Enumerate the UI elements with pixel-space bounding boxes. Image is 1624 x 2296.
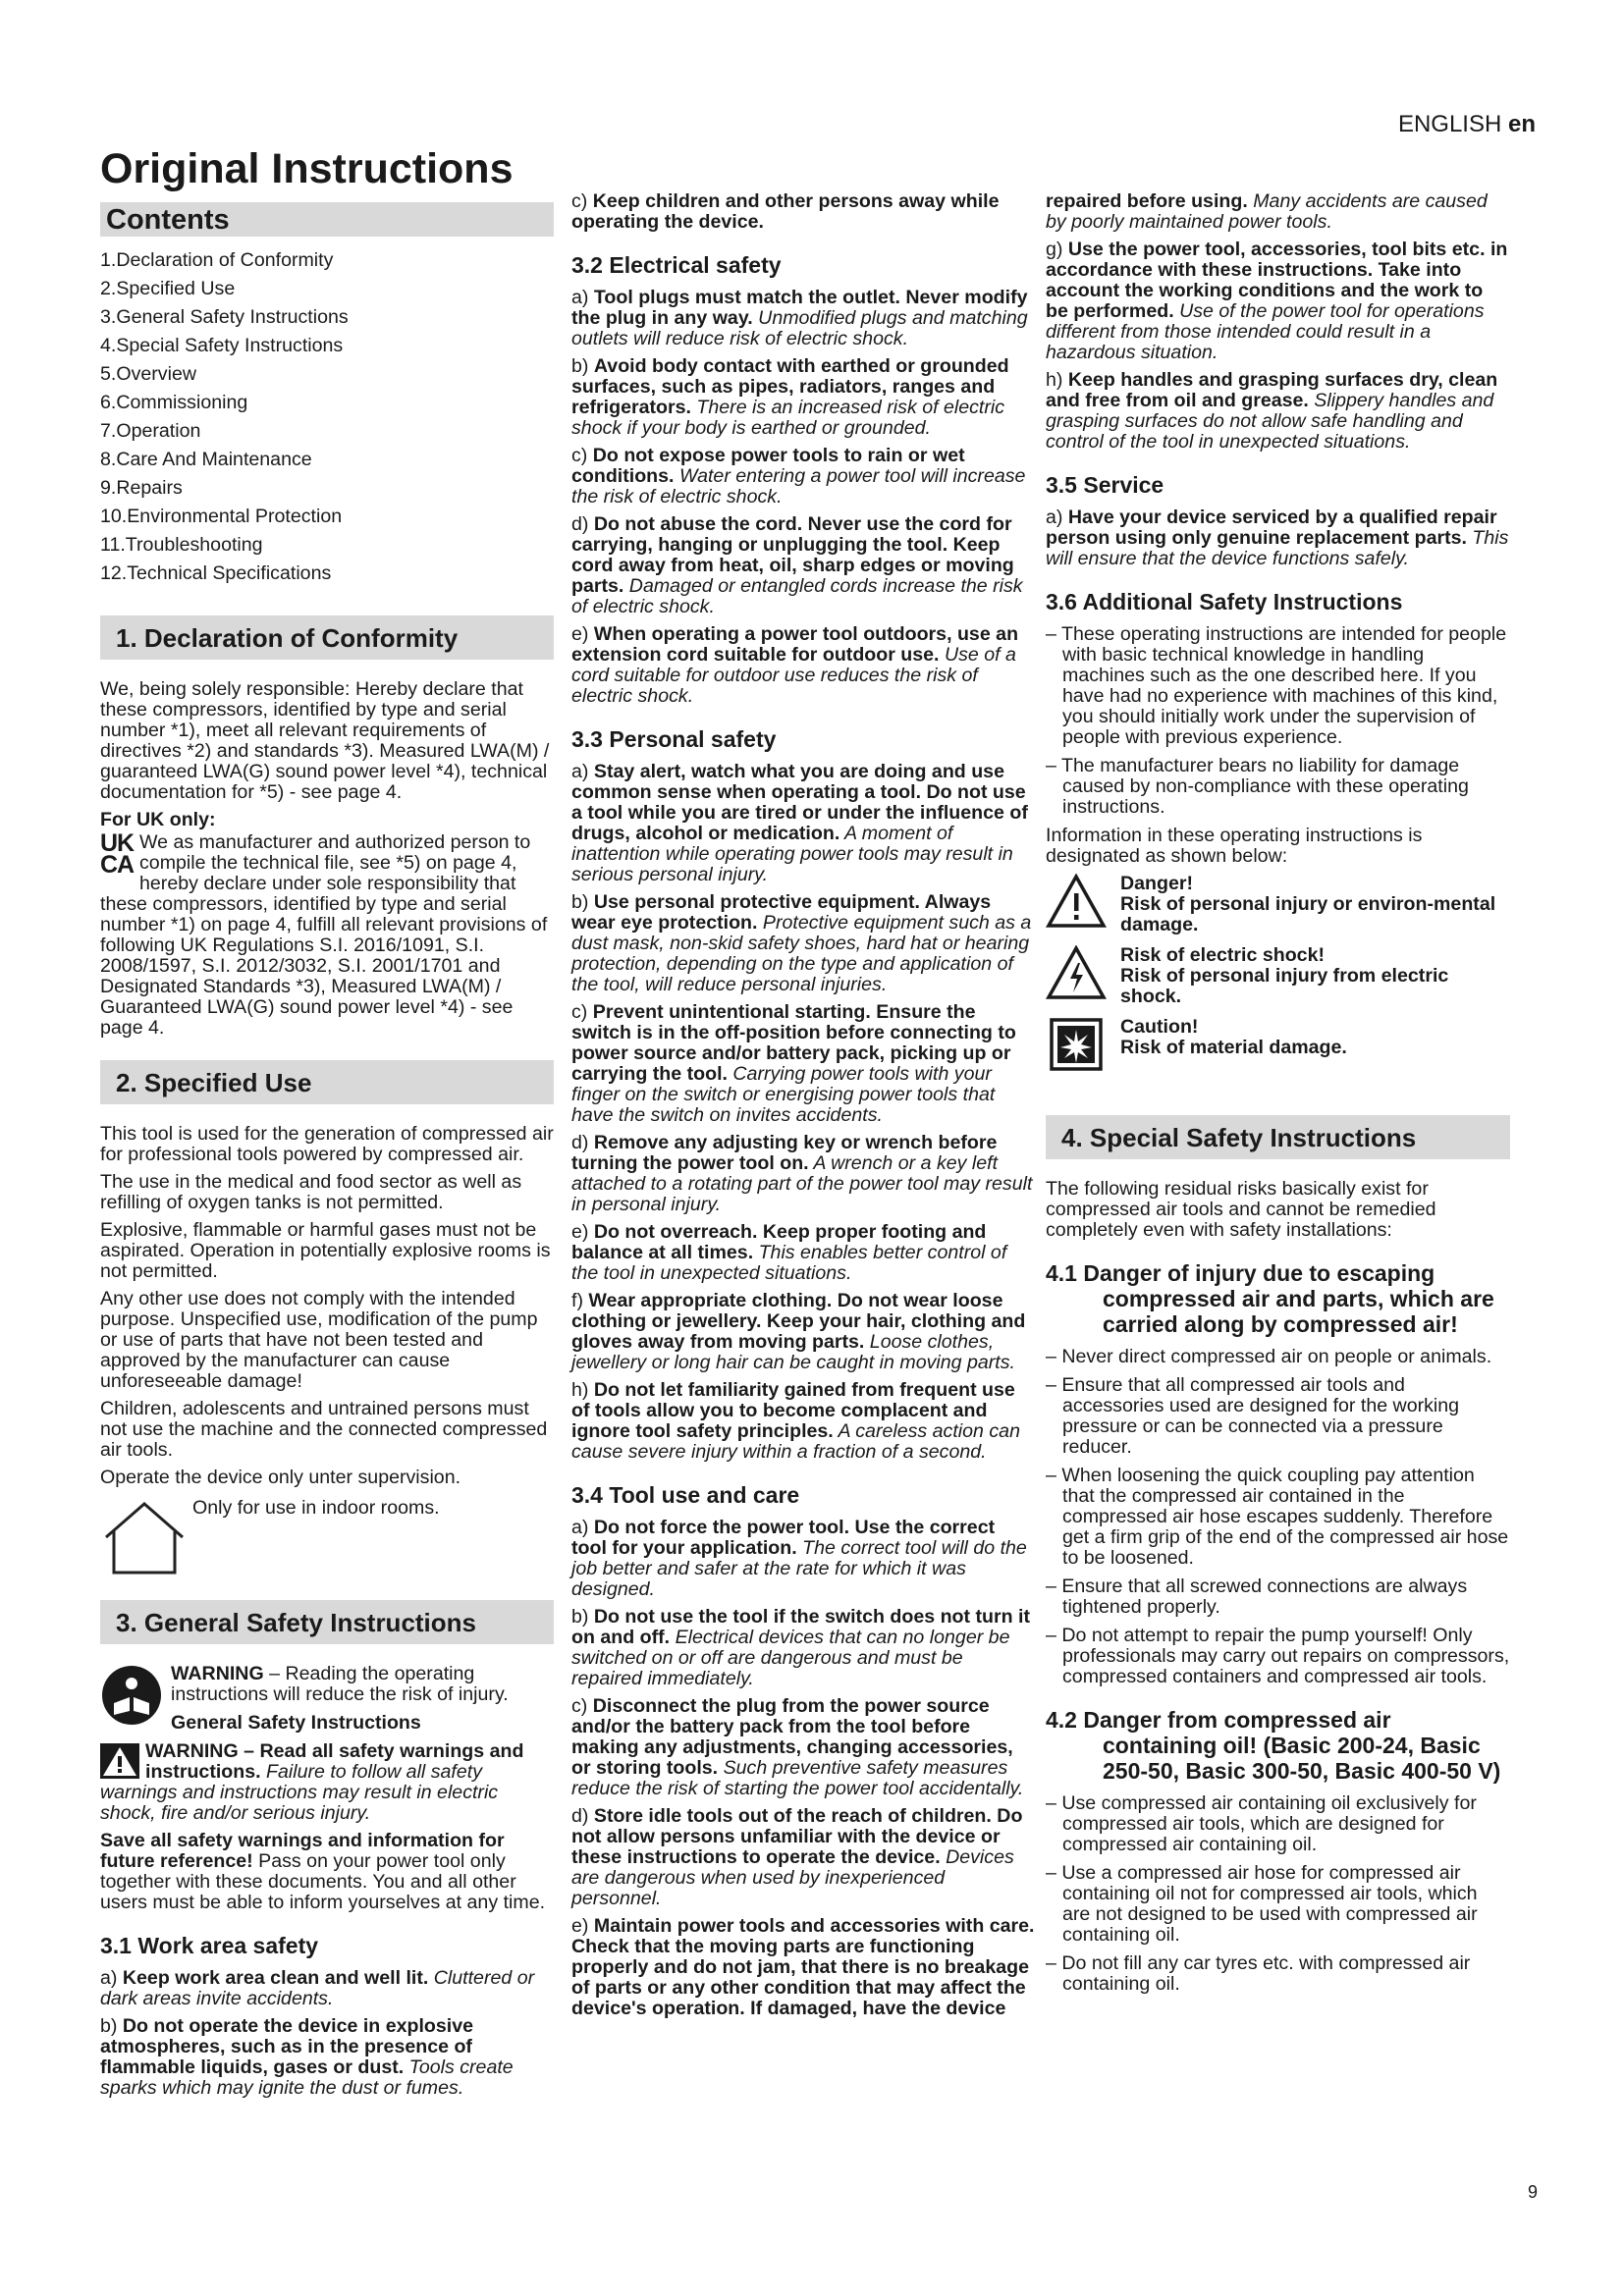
list-item: – When loosening the quick coupling pay attention that the compressed air contained in the compressed air hose escapes suddenly. Therefore get a firm grip of the end of the compressed air hose to be loosened. (1046, 1466, 1510, 1569)
column-1 (100, 145, 554, 2106)
indoor-use-text: Only for use in indoor rooms. (192, 1497, 440, 1519)
work-area-item: c) Keep children and other persons away while operating the device. (571, 190, 1000, 233)
read-manual-icon (100, 1664, 163, 1727)
section-3-1-heading: 3.1 Work area safety (100, 1933, 319, 1958)
electrical-item: c) Do not expose power tools to rain or wet conditions. Water entering a power tool will increase the risk of electric shock. (571, 445, 1026, 507)
specified-use-para: Any other use does not comply with the intended purpose. Unspecified use, modification of the pump or use of parts that have not been tested and approved by the manufacturer can cause unforeseeable damage! (100, 1288, 538, 1392)
service-item: a) Have your device serviced by a qualified repair person using only genuine replacement parts. This will ensure that the device functions safely. (1046, 507, 1509, 569)
designation-info: Information in these operating instructions is designated as shown below: (1046, 825, 1423, 867)
list-item: – Use compressed air containing oil exclusively for compressed air tools, which are designed for compressed air containing oil. (1046, 1793, 1510, 1855)
warning-text: – Reading the operating instructions will reduce the risk of injury. (171, 1663, 509, 1705)
personal-item: b) Use personal protective equipment. Always wear eye protection. Protective equipment such as a dust mask, non-skid safety shoes, hard hat or hearing protection, depending on the type and application of the tool, will reduce personal injuries. (571, 891, 1032, 995)
toc-item[interactable]: 6.Commissioning (100, 392, 248, 413)
contents-heading: Contents (100, 202, 554, 237)
personal-item: h) Do not let familiarity gained from frequent use of tools allow you to become complacent and ignore tool safety principles. A careless action can cause severe injury within a fraction of a second. (571, 1379, 1020, 1463)
tool-care-item: d) Store idle tools out of the reach of children. Do not allow persons unfamiliar with the device or these instructions to operate the device. Devices are dangerous when used by inexperienced personnel. (571, 1805, 1023, 1909)
toc-item[interactable]: 4.Special Safety Instructions (100, 335, 344, 356)
electric-symbol-row: Risk of electric shock! Risk of personal injury from electric shock. (1046, 945, 1510, 1007)
list-item: – Use a compressed air hose for compressed air containing oil not for compressed air tools, which are not designed to be used with compressed air containing oil. (1046, 1863, 1510, 1946)
danger-symbol-row: Danger! Risk of personal injury or environ-mental damage. (1046, 874, 1510, 935)
toc-item[interactable]: 2.Specified Use (100, 278, 236, 299)
personal-item: e) Do not overreach. Keep proper footing and balance at all times. This enables better control of the tool in unexpected situations. (571, 1221, 1007, 1284)
material-damage-icon (1046, 1017, 1107, 1072)
tool-care-item: b) Do not use the tool if the switch does not turn it on and off. Electrical devices that can no longer be switched on or off are dangerous and must be repaired immediately. (571, 1606, 1030, 1689)
tool-care-item: a) Do not force the power tool. Use the correct tool for your application. The correct tool will do the job better and safer at the rate for which it was designed. (571, 1517, 1027, 1600)
uk-only-heading: For UK only: (100, 809, 216, 830)
save-warnings: Save all safety warnings and information for future reference! Pass on your power tool only together with these documents. You and all other users must be able to inform yourselves at any time. (100, 1830, 546, 1913)
toc-item[interactable]: 10.Environmental Protection (100, 506, 343, 527)
warning-triangle-icon (100, 1743, 139, 1779)
toc-item[interactable]: 9.Repairs (100, 477, 183, 499)
personal-item: d) Remove any adjusting key or wrench before turning the power tool on. A wrench or a key left attached to a rotating part of the power tool may result in personal injury. (571, 1132, 1033, 1215)
toc-item[interactable]: 12.Technical Specifications (100, 562, 332, 584)
list-item: – Ensure that all screwed connections are always tightened properly. (1046, 1576, 1510, 1618)
electrical-item: b) Avoid body contact with earthed or grounded surfaces, such as pipes, radiators, ranges and refrigerators. There is an increased risk of electric shock if your body is earthed or grounded. (571, 355, 1009, 439)
column-3 (1046, 191, 1510, 2002)
tool-care-item: h) Keep handles and grasping surfaces dry, clean and free from oil and grease. Slippery handles and grasping surfaces do not allow safe handling and control of the tool in unexpected situations. (1046, 369, 1498, 453)
personal-item: f) Wear appropriate clothing. Do not wear loose clothing or jewellery. Keep your hair, clothing and gloves away from moving parts. Loose clothes, jewellery or long hair can be caught in moving parts. (571, 1290, 1026, 1373)
tool-care-item: c) Disconnect the plug from the power source and/or the battery pack from the tool before making any adjustments, changing accessories, or storing tools. Such preventive safety measures reduce the risk of starting the power tool accidentally. (571, 1695, 1024, 1799)
warning-label: WARNING (171, 1663, 264, 1684)
danger-triangle-icon (1046, 874, 1107, 929)
toc-item[interactable]: 11.Troubleshooting (100, 534, 263, 556)
electrical-item: e) When operating a power tool outdoors, use an extension cord suitable for outdoor use. Use of a cord suitable for outdoor use reduces the risk of electric shock. (571, 623, 1019, 707)
table-of-contents (100, 246, 554, 588)
section-1-heading: 1. Declaration of Conformity (100, 615, 554, 660)
list-item: – Do not attempt to repair the pump yourself! Only professionals may carry out repairs on compressors, compressed containers and compressed air tools. (1046, 1626, 1510, 1687)
list-item: – Ensure that all compressed air tools and accessories used are designed for the working pressure or can be connected via a pressure reducer. (1046, 1375, 1510, 1458)
section-3-6-heading: 3.6 Additional Safety Instructions (1046, 589, 1403, 614)
specified-use-para: Children, adolescents and untrained persons must not use the machine and the connected compressed air tools. (100, 1398, 548, 1461)
electrical-item: a) Tool plugs must match the outlet. Never modify the plug in any way. Unmodified plugs and matching outlets will reduce risk of electric shock. (571, 287, 1028, 349)
ukca-mark-icon: UK CA (100, 829, 135, 879)
tool-care-item-continued: repaired before using. Many accidents are caused by poorly maintained power tools. (1046, 190, 1488, 233)
general-safety-label: General Safety Instructions (171, 1712, 421, 1734)
tool-care-item: e) Maintain power tools and accessories with care. Check that the moving parts are functioning properly and do not jam, that there is no breakage of parts or any other condition that may affect the device's operation. If damaged, have the device (571, 1915, 1035, 2019)
ukca-text: these compressors, identified by type and serial number *1) on page 4, fulfill all relevant provisions of following UK Regulations S.I. 2016/1091, S.I. 2008/1597, S.I. 2012/3032, S.I. 2001/1701 and Designated Standards *3), Measured LWA(M) / Guaranteed LWA(G) sound power level *4) - see page 4. (100, 893, 548, 1039)
list-item: – Do not fill any car tyres etc. with compressed air containing oil. (1046, 1953, 1510, 1995)
toc-item[interactable]: 1.Declaration of Conformity (100, 249, 334, 271)
specified-use-para: The use in the medical and food sector as well as refilling of oxygen tanks is not permitted. (100, 1171, 522, 1213)
house-icon (100, 1498, 189, 1578)
danger-4-1-list (1046, 1347, 1510, 1687)
specified-use-para: This tool is used for the generation of compressed air for professional tools powered by compressed air. (100, 1123, 554, 1165)
section-3-4-heading: 3.4 Tool use and care (571, 1482, 800, 1508)
read-manual-warning (100, 1664, 554, 1734)
indoor-use-row (100, 1498, 554, 1578)
electrical-item: d) Do not abuse the cord. Never use the cord for carrying, hanging or unplugging the tool. Keep cord away from heat, oil, sharp edges or moving parts. Damaged or entangled cords increase the risk of electric shock. (571, 513, 1023, 617)
page-title: Original Instructions (100, 145, 514, 192)
list-item: – The manufacturer bears no liability for damage caused by non-compliance with these operating instructions. (1046, 756, 1510, 818)
list-item: – These operating instructions are intended for people with basic technical knowledge in handling machines such as the one described here. If you have had no experience with machines of this kind, you should initially work under the supervision of people with previous experience. (1046, 624, 1510, 748)
toc-item[interactable]: 8.Care And Maintenance (100, 449, 312, 470)
section-3-2-heading: 3.2 Electrical safety (571, 252, 782, 278)
work-area-item: b) Do not operate the device in explosive atmospheres, such as in the presence of flammable liquids, gases or dust. Tools create sparks which may ignite the dust or fumes. (100, 2015, 514, 2099)
electric-shock-icon (1046, 945, 1107, 1000)
ukca-block (100, 829, 554, 894)
page-number: 9 (1527, 2182, 1538, 2202)
section-2-heading: 2. Specified Use (100, 1060, 554, 1104)
section-4-heading: 4. Special Safety Instructions (1046, 1115, 1510, 1159)
header-language: ENGLISH en (1397, 111, 1536, 137)
specified-use-para: Explosive, flammable or harmful gases must not be aspirated. Operation in potentially explosive rooms is not permitted. (100, 1219, 551, 1282)
personal-item: a) Stay alert, watch what you are doing and use common sense when operating a tool. Do not use a tool while you are tired or under the influence of drugs, alcohol or medication. A moment of inattention while operating power tools may result in serious personal injury. (571, 761, 1028, 885)
tool-care-item: g) Use the power tool, accessories, tool bits etc. in accordance with these instructions. Take into account the working conditions and the work to be performed. Use of the power tool for operations different from those intended could result in a hazardous situation. (1046, 239, 1508, 363)
personal-item: c) Prevent unintentional starting. Ensure the switch is in the off-position before connecting to power source and/or battery pack, picking up or carrying the tool. Carrying power tools with your finger on the switch or energising power tools that have the switch on invites accidents. (571, 1001, 1016, 1126)
list-item: – Never direct compressed air on people or animals. (1046, 1347, 1510, 1367)
section-3-3-heading: 3.3 Personal safety (571, 726, 777, 752)
additional-safety-list (1046, 624, 1510, 818)
read-all-warnings: WARNING – Read all safety warnings and instructions. Failure to follow all safety warnings and instructions may result in electric shock, fire and/or serious injury. (100, 1740, 524, 1824)
toc-item[interactable]: 5.Overview (100, 363, 196, 385)
section-3-5-heading: 3.5 Service (1046, 472, 1164, 498)
work-area-item: a) Keep work area clean and well lit. Cluttered or dark areas invite accidents. (100, 1967, 535, 2009)
section-4-1-heading: 4.1 Danger of injury due to escaping compressed air and parts, which are carried along by compressed air! (1046, 1260, 1494, 1337)
toc-item[interactable]: 7.Operation (100, 420, 201, 442)
section-4-2-heading: 4.2 Danger from compressed air containing oil! (Basic 200-24, Basic 250-50, Basic 300-50, Basic 400-50 V) (1046, 1707, 1501, 1784)
special-intro: The following residual risks basically exist for compressed air tools and cannot be remedied completely even with safety installations: (1046, 1178, 1436, 1241)
ukca-lead-text: We as manufacturer and authorized person to compile the technical file, see *5) on page 4, hereby declare under sole responsibility that (139, 831, 531, 894)
caution-symbol-row: Caution! Risk of material damage. (1046, 1017, 1510, 1072)
section-3-heading: 3. General Safety Instructions (100, 1600, 554, 1644)
danger-4-2-list (1046, 1793, 1510, 1995)
column-2 (571, 191, 1035, 2026)
specified-use-para: Operate the device only unter supervision. (100, 1467, 461, 1488)
toc-item[interactable]: 3.General Safety Instructions (100, 306, 349, 328)
conformity-paragraph: We, being solely responsible: Hereby declare that these compressors, identified by type and serial number *1), meet all relevant requirements of directives *2) and standards *3). Measured LWA(M) / guaranteed LWA(G) sound power level *4), technical documentation for *5) - see page 4. (100, 678, 550, 803)
